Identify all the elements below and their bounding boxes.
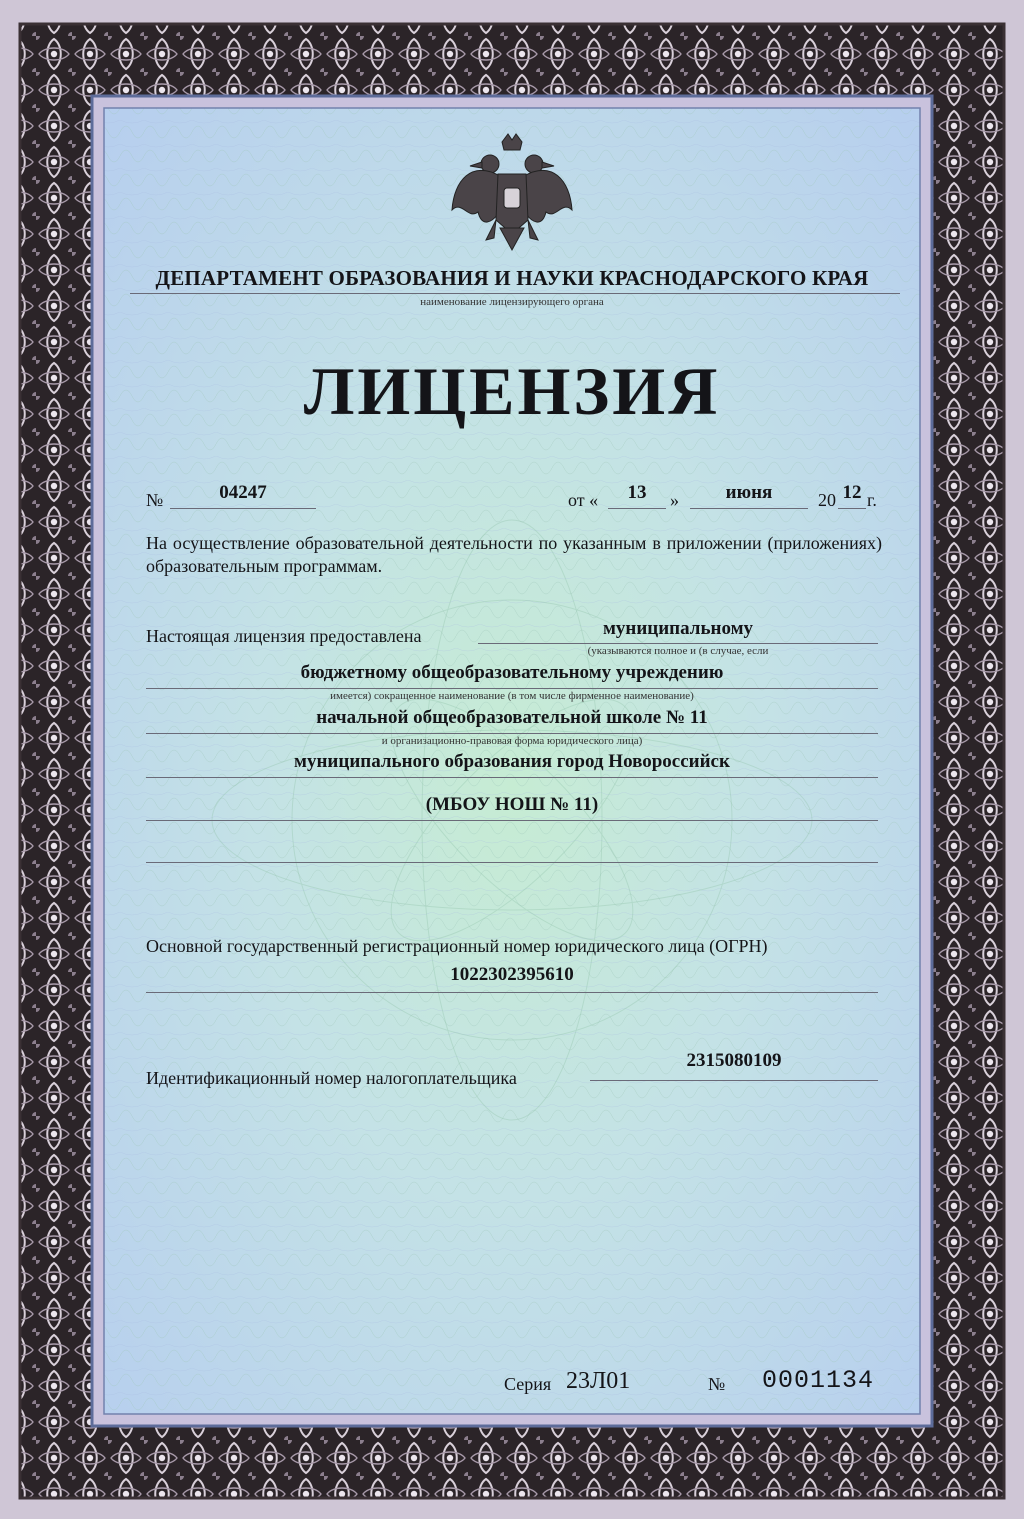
ogrn-value: 1022302395610 — [450, 964, 574, 985]
serial-number-label: № — [708, 1374, 726, 1394]
issuer-caption: наименование лицензирующего органа — [420, 296, 604, 308]
number-label: № — [146, 490, 164, 510]
year-prefix: 20 — [818, 490, 836, 510]
series-value: 23Л01 — [566, 1368, 631, 1394]
series-label: Серия — [504, 1374, 552, 1394]
license-number: 04247 — [219, 482, 267, 503]
holder-short-name: (МБОУ НОШ № 11) — [425, 794, 599, 815]
ogrn-label: Основной государственный регистрационный номер юридического лица (ОГРН) — [146, 936, 768, 956]
date-day: 13 — [627, 482, 647, 503]
date-from-label: от « — [568, 490, 599, 510]
holder-line-1: муниципальному — [602, 618, 754, 639]
holder-line-4: муниципального образования город Новороссийск — [294, 751, 730, 772]
holder-line-3: начальной общеобразовательной школе № 11 — [316, 707, 708, 728]
holder-underline-1 — [478, 643, 878, 644]
holder-line-2: бюджетному общеобразовательному учреждению — [300, 662, 724, 683]
license-purpose: На осуществление образовательной деятельности по указанным в приложении (приложениях) образовательным программам. — [146, 533, 882, 576]
holder-underline-2 — [146, 688, 878, 689]
document-title: ЛИЦЕНЗИЯ — [303, 353, 721, 429]
date-year: 12 — [842, 482, 862, 503]
day-underline — [608, 508, 666, 509]
holder-caption-2: имеется) сокращенное наименование (в том числе фирменное наименование) — [330, 690, 694, 702]
holder-caption-3: и организационно-правовая форма юридического лица) — [381, 735, 643, 747]
number-underline — [170, 508, 316, 509]
holder-underline-3 — [146, 733, 878, 734]
holder-underline-6 — [146, 862, 878, 863]
date-close-quote: » — [670, 490, 679, 510]
ogrn-underline — [146, 992, 878, 993]
holder-underline-4 — [146, 777, 878, 778]
inn-value: 2315080109 — [686, 1050, 782, 1071]
date-month: июня — [725, 482, 773, 503]
month-underline — [690, 508, 808, 509]
year-label: г. — [867, 490, 877, 510]
year-underline — [838, 508, 866, 509]
holder-caption-1: (указываются полное и (в случае, если — [587, 645, 769, 657]
issuing-authority: ДЕПАРТАМЕНТ ОБРАЗОВАНИЯ И НАУКИ КРАСНОДАРСКОГО КРАЯ — [155, 266, 869, 290]
inn-label: Идентификационный номер налогоплательщика — [146, 1068, 517, 1088]
holder-underline-5 — [146, 820, 878, 821]
issuer-underline — [130, 293, 900, 294]
serial-number: 0001134 — [762, 1366, 875, 1395]
inn-underline — [590, 1080, 878, 1081]
granted-label: Настоящая лицензия предоставлена — [146, 626, 422, 646]
